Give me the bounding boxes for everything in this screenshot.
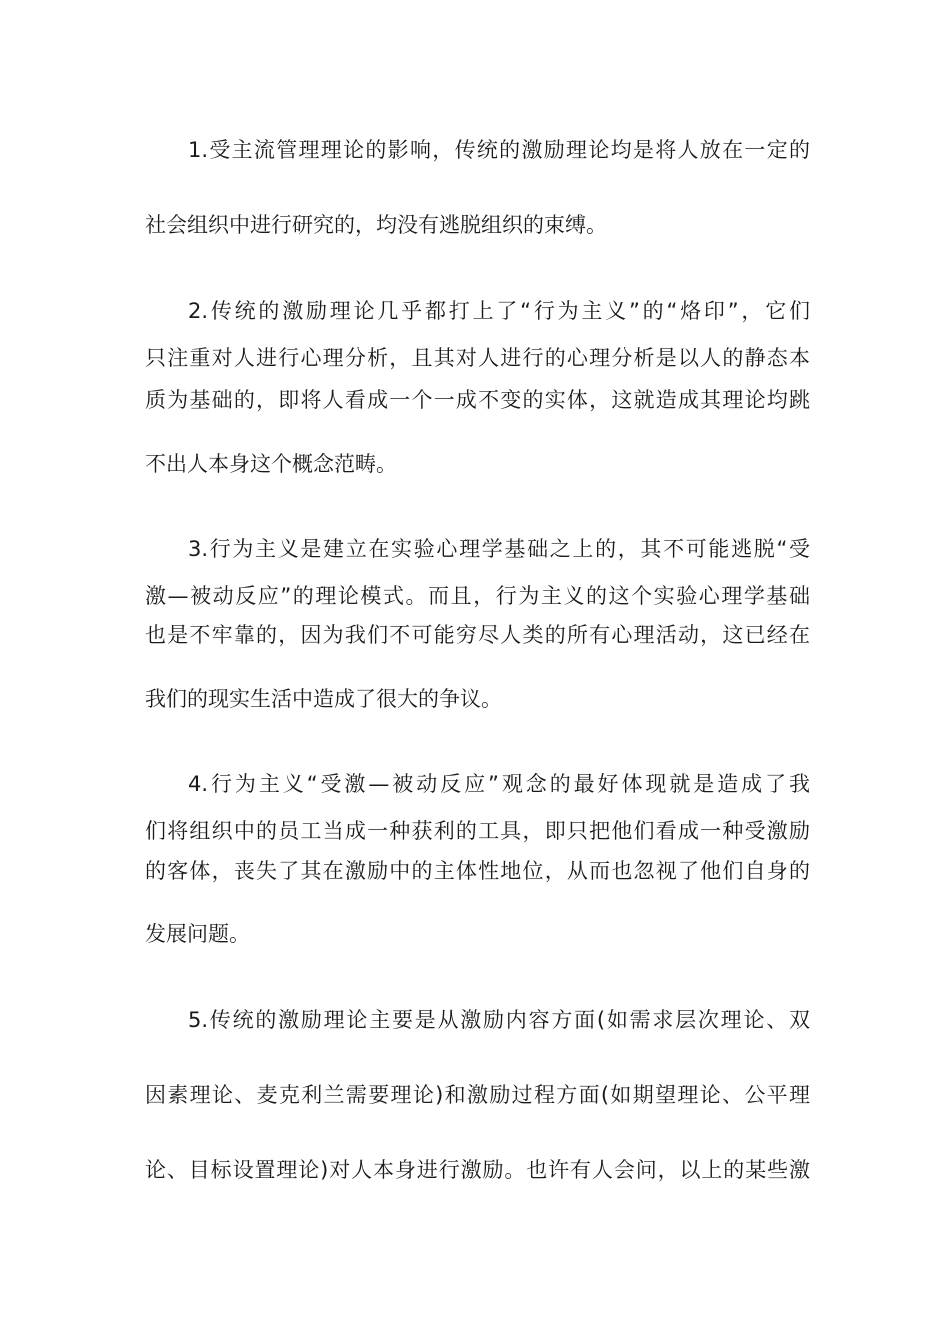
paragraph-2-line-3: 质为基础的，即将人看成一个一成不变的实体，这就造成其理论均跳	[145, 388, 810, 412]
paragraph-3-line-3: 也是不牢靠的，因为我们不可能穷尽人类的所有心理活动，这已经在	[145, 623, 810, 647]
paragraph-4-line-2: 们将组织中的员工当成一种获利的工具，即只把他们看成一种受激励	[145, 819, 810, 843]
paragraph-5-line-1: 5.传统的激励理论主要是从激励内容方面(如需求层次理论、双	[188, 1008, 810, 1032]
paragraph-1-line-1: 1.受主流管理理论的影响，传统的激励理论均是将人放在一定的	[188, 138, 810, 162]
paragraph-4-line-3: 的客体，丧失了其在激励中的主体性地位，从而也忽视了他们自身的	[145, 859, 810, 883]
paragraph-2-line-1: 2.传统的激励理论几乎都打上了“行为主义”的“烙印”，它们	[188, 299, 810, 323]
paragraph-4-line-4: 发展问题。	[145, 922, 250, 946]
paragraph-5-line-2: 因素理论、麦克利兰需要理论)和激励过程方面(如期望理论、公平理	[145, 1083, 810, 1107]
paragraph-4-line-1: 4.行为主义“受激—被动反应”观念的最好体现就是造成了我	[188, 772, 810, 796]
paragraph-3-line-2: 激—被动反应”的理论模式。而且，行为主义的这个实验心理学基础	[145, 584, 810, 608]
paragraph-1-line-2: 社会组织中进行研究的，均没有逃脱组织的束缚。	[145, 213, 607, 237]
paragraph-2-line-2: 只注重对人进行心理分析，且其对人进行的心理分析是以人的静态本	[145, 346, 810, 370]
paragraph-3-line-4: 我们的现实生活中造成了很大的争议。	[145, 687, 502, 711]
paragraph-2-line-4: 不出人本身这个概念范畴。	[145, 452, 397, 476]
paragraph-5-line-3: 论、目标设置理论)对人本身进行激励。也许有人会问，以上的某些激	[145, 1158, 810, 1182]
paragraph-3-line-1: 3.行为主义是建立在实验心理学基础之上的，其不可能逃脱“受	[188, 537, 810, 561]
